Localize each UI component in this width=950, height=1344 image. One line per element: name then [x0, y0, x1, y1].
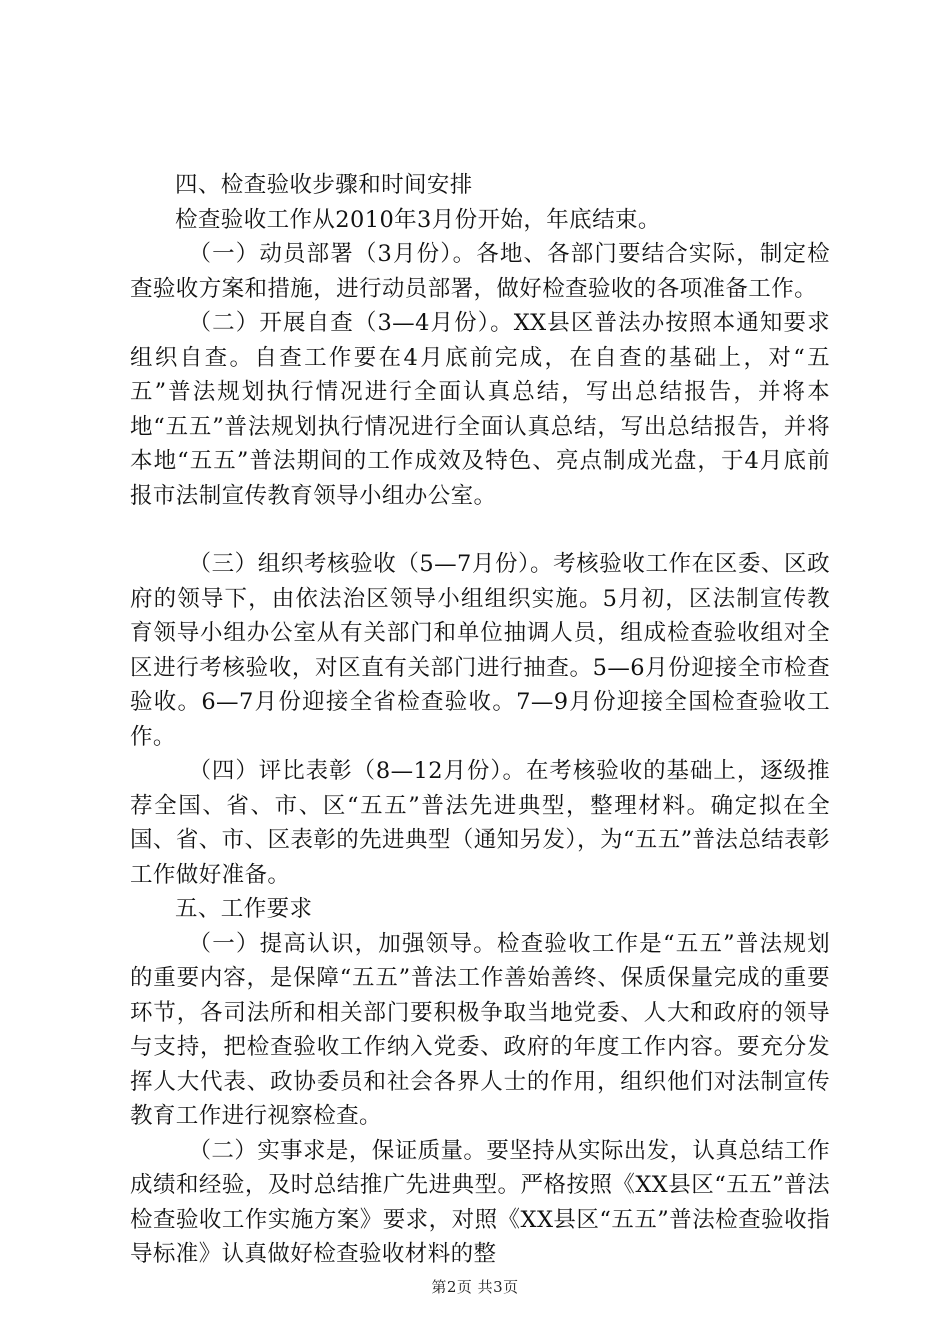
paragraph: 检查验收工作从2010年3月份开始，年底结束。: [175, 206, 661, 233]
paragraph: （一）动员部署（3月份）。各地、各部门要结合实际，制定检查验收方案和措施，进行动员部署，做好检查验收的各项准备工作。: [130, 241, 830, 302]
paragraph: （二）实事求是，保证质量。要坚持从实际出发，认真总结工作成绩和经验，及时总结推广先进典型。严格按照《XX县区“五五”普法检查验收工作实施方案》要求，对照《XX县区“五五”普法检查验收指导标准》认真做好检查验收材料的整: [130, 1137, 830, 1267]
paragraph: （四）评比表彰（8—12月份）。在考核验收的基础上，逐级推荐全国、省、市、区“五五”普法先进典型，整理材料。确定拟在全国、省、市、区表彰的先进典型（通知另发），为“五五”普法总结表彰工作做好准备。: [130, 758, 830, 888]
paragraph: （二）开展自查（3—4月份）。XX县区普法办按照本通知要求组织自查。自查工作要在4月底前完成，在自查的基础上，对“五五”普法规划执行情况进行全面认真总结，写出总结报告，并将本地“五五”普法规划执行情况进行全面认真总结，写出总结报告，并将本地“五五”普法期间的工作成效及特色、亮点制成光盘，于4月底前报市法制宣传教育领导小组办公室。: [130, 310, 830, 509]
section-heading-five: 五、工作要求: [175, 896, 313, 922]
page-number-footer: 第2页 共3页: [431, 1278, 519, 1296]
document-body: [130, 168, 830, 1272]
section-heading-four: 四、检查验收步骤和时间安排: [175, 172, 473, 198]
paragraph: （三）组织考核验收（5—7月份）。考核验收工作在区委、区政府的领导下，由依法治区领导小组组织实施。5月初，区法制宣传教育领导小组办公室从有关部门和单位抽调人员，组成检查验收组对全区进行考核验收，对区直有关部门进行抽查。5—6月份迎接全市检查验收。6—7月份迎接全省检查验收。7—9月份迎接全国检查验收工作。: [130, 551, 830, 750]
paragraph: （一）提高认识，加强领导。检查验收工作是“五五”普法规划的重要内容，是保障“五五”普法工作善始善终、保质保量完成的重要环节，各司法所和相关部门要积极争取当地党委、人大和政府的领导与支持，把检查验收工作纳入党委、政府的年度工作内容。要充分发挥人大代表、政协委员和社会各界人士的作用，组织他们对法制宣传教育工作进行视察检查。: [130, 930, 830, 1129]
